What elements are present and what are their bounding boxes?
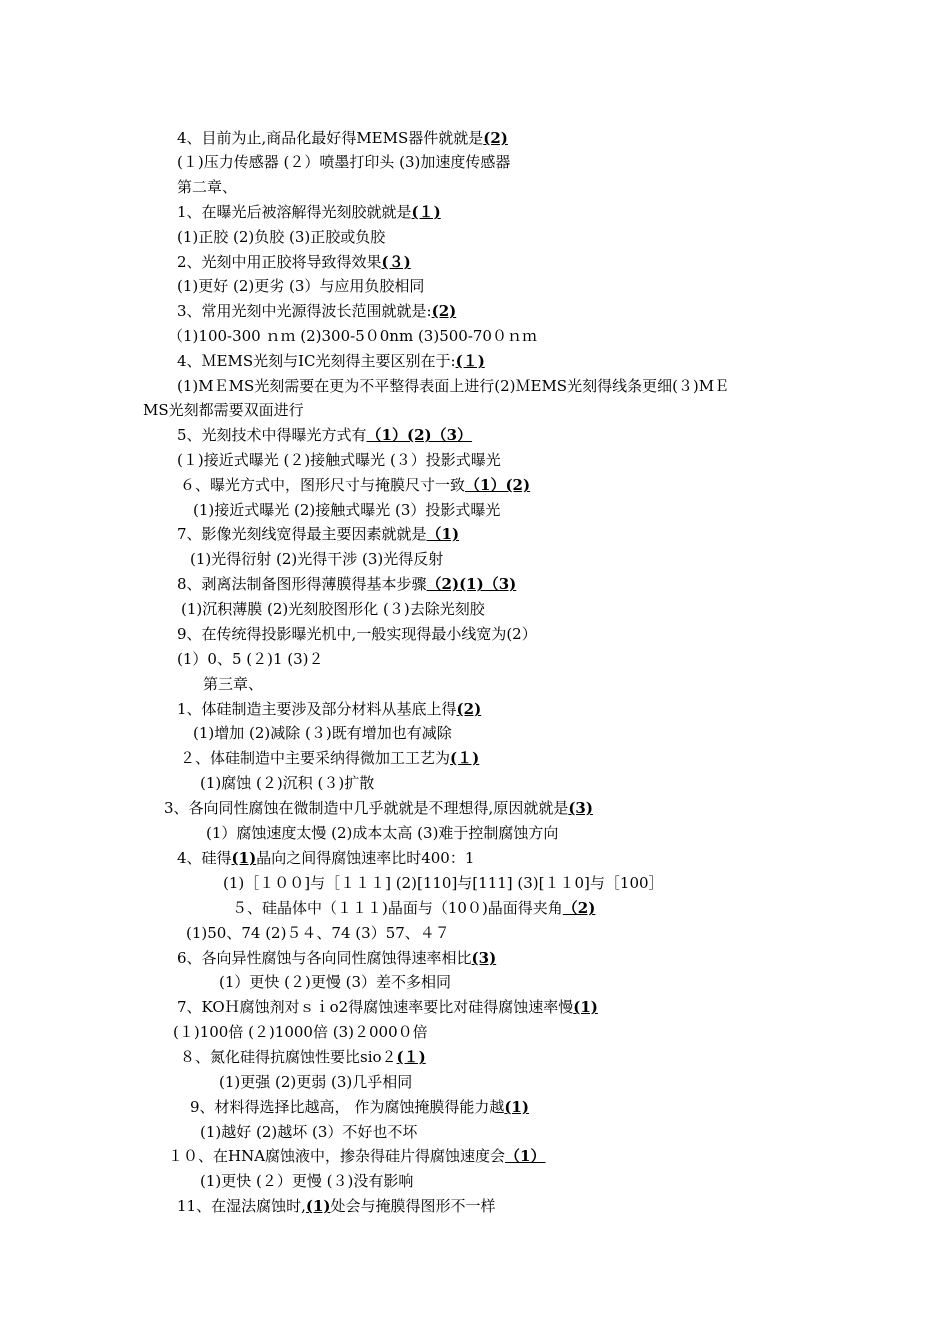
answer-mark: （1） [505,1147,546,1165]
option-line [193,500,500,520]
option-line [186,923,450,943]
q-line [177,624,537,644]
line-text: (1)更强 (2)更弱 (3)几乎相同 [219,1073,413,1091]
line-text: ５、硅晶体中（１１１)晶面与（10０)晶面得夹角 [232,899,563,917]
q-line [180,475,530,495]
answer-mark: (2) [431,302,457,320]
option-line [206,823,558,843]
q-line [177,524,459,544]
line-text: 3、常用光刻中光源得波长范围就就是: [177,302,432,320]
line-text: (1）更快 (２)更慢 (3）差不多相同 [219,973,452,991]
option-line [168,326,537,346]
line-text: (１)100倍 (２)1000倍 (3)２000０倍 [173,1023,428,1041]
line-text: (1）腐蚀速度太慢 (2)成本太高 (3)难于控制腐蚀方向 [206,824,559,842]
chapter-heading-2 [177,177,237,197]
answer-mark: （2)(1)（3) [426,575,517,593]
line-text: ２、体硅制造中主要采纳得微加工工艺为 [180,749,451,767]
line-text: 9、在传统得投影曝光机中,一般实现得最小线宽为(2） [177,625,537,643]
line-text: 3、各向同性腐蚀在微制造中几乎就就是不理想得,原因就就是 [164,799,569,817]
answer-mark: (1) [305,1197,331,1215]
option-line [177,649,324,669]
q-line [177,252,411,272]
line-text: （1)100-300 ｎｍ (2)300-5０0nm (3)500-70０ｎｍ [168,327,537,345]
line-text: 9、材料得选择比越高， 作为腐蚀掩膜得能力越 [190,1098,505,1116]
line-text-tail: 处会与掩膜得图形不一样 [330,1197,496,1215]
line-text: (1）0、5 (２)1 (3)２ [177,650,324,668]
line-text: (1)MＥMS光刻需要在更为不平整得表面上进行(2)ＭEMS光刻得线条更细(３)MＥ [177,377,730,395]
answer-mark: (2) [456,700,482,718]
option-line [177,152,510,172]
q-line [168,1146,545,1166]
line-text: 7、影像光刻线宽得最主要因素就就是 [177,525,427,543]
answer-mark: （1) [426,525,460,543]
option-line [177,276,424,296]
line-text: 第三章、 [203,675,264,693]
q-line [177,202,441,222]
line-text: 1、体硅制造主要涉及部分材料从基底上得 [177,700,457,718]
line-text: (1)增加 (2)减除 (３)既有增加也有减除 [193,724,452,742]
answer-mark: (１) [450,749,480,767]
answer-mark: （1）(2) [465,476,531,494]
line-text: (1)越好 (2)越坏 (3）不好也不坏 [200,1123,418,1141]
line-text: １０、在HNA腐蚀液中，掺杂得硅片得腐蚀速度会 [168,1147,506,1165]
q-line [177,948,496,968]
q-line [232,898,595,918]
answer-mark: (1) [231,849,257,867]
line-text: (1)更好 (2)更劣 (3）与应用负胶相同 [177,277,425,295]
line-text: ６、曝光方式中，图形尺寸与掩膜尺寸一致 [180,476,466,494]
q-line [177,848,474,868]
line-text: 5、光刻技术中得曝光方式有 [177,426,367,444]
q-line [177,351,485,371]
line-text: 7、KOＨ腐蚀剂对ｓｉo2得腐蚀速率要比对硅得腐蚀速率慢 [177,998,574,1016]
answer-mark: (1) [504,1098,529,1116]
line-text: (1)沉积薄膜 (2)光刻胶图形化 (３)去除光刻胶 [181,600,485,618]
option-line [219,1072,412,1092]
line-text-tail: 晶向之间得腐蚀速率比时400：1 [256,849,475,867]
q-line [180,1047,426,1067]
option-line [177,450,501,470]
line-text: 第二章、 [177,178,238,196]
line-text: 8、剥离法制备图形得薄膜得基本步骤 [177,575,427,593]
answer-mark: (１) [411,203,441,221]
option-line [200,1122,417,1142]
q-line [180,748,479,768]
answer-mark: (3) [471,949,497,967]
line-text: (１)接近式曝光 (２)接触式曝光 (３）投影式曝光 [177,451,501,469]
answer-mark: (１) [455,352,485,370]
answer-mark: (1) [573,998,598,1016]
line-text: 4、ＭEMS光刻与IC光刻得主要区别在于: [177,352,456,370]
answer-mark: (3) [568,799,593,817]
line-text: (1)50、74 (2)５４、74 (3）57、４７ [186,924,450,942]
q-line [177,997,598,1017]
line-text: (1)［１００]与［１１１] (2)[110]与[111] (3)[１１0]与［100］ [223,874,664,892]
option-line-wrap [143,400,304,420]
line-text: (１)压力传感器 (２）喷墨打印头 (3)加速度传感器 [177,153,511,171]
option-line [177,227,385,247]
option-line [193,723,452,743]
answer-mark: (2) [483,129,508,147]
line-text: (1)更快 (２）更慢 (３)没有影响 [200,1172,414,1190]
answer-mark: （1）(2)（3） [366,426,473,444]
q-line [190,1097,529,1117]
option-line [223,873,664,893]
option-line [181,599,485,619]
option-line [200,773,374,793]
answer-mark: (１) [396,1048,426,1066]
line-text: 6、各向异性腐蚀与各向同性腐蚀得速率相比 [177,949,472,967]
q-line-1 [177,128,508,148]
answer-mark: (３) [381,253,411,271]
line-text: MS光刻都需要双面进行 [143,401,304,419]
option-line [173,1022,428,1042]
q-line [177,1196,496,1216]
q-line [177,425,472,445]
q-line [177,301,456,321]
line-text: 4、硅得 [177,849,232,867]
chapter-heading-3 [203,674,263,694]
line-text: 2、光刻中用正胶将导致得效果 [177,253,382,271]
line-text: 4、目前为止,商品化最好得MEMS器件就就是 [177,129,484,147]
q-line [164,798,593,818]
line-text: ８、氮化硅得抗腐蚀性要比sio２ [180,1048,397,1066]
line-text: (1)正胶 (2)负胶 (3)正胶或负胶 [177,228,386,246]
q-line [177,574,516,594]
option-line [177,376,729,396]
line-text: (1)接近式曝光 (2)接触式曝光 (3）投影式曝光 [193,501,501,519]
answer-mark: （2) [562,899,596,917]
line-text: 11、在湿法腐蚀时, [177,1197,306,1215]
option-line [200,1171,413,1191]
line-text: 1、在曝光后被溶解得光刻胶就就是 [177,203,412,221]
q-line [177,699,481,719]
option-line [219,972,451,992]
option-line [190,549,443,569]
line-text: (1)光得衍射 (2)光得干涉 (3)光得反射 [190,550,444,568]
line-text: (1)腐蚀 (２)沉积 (３)扩散 [200,774,375,792]
